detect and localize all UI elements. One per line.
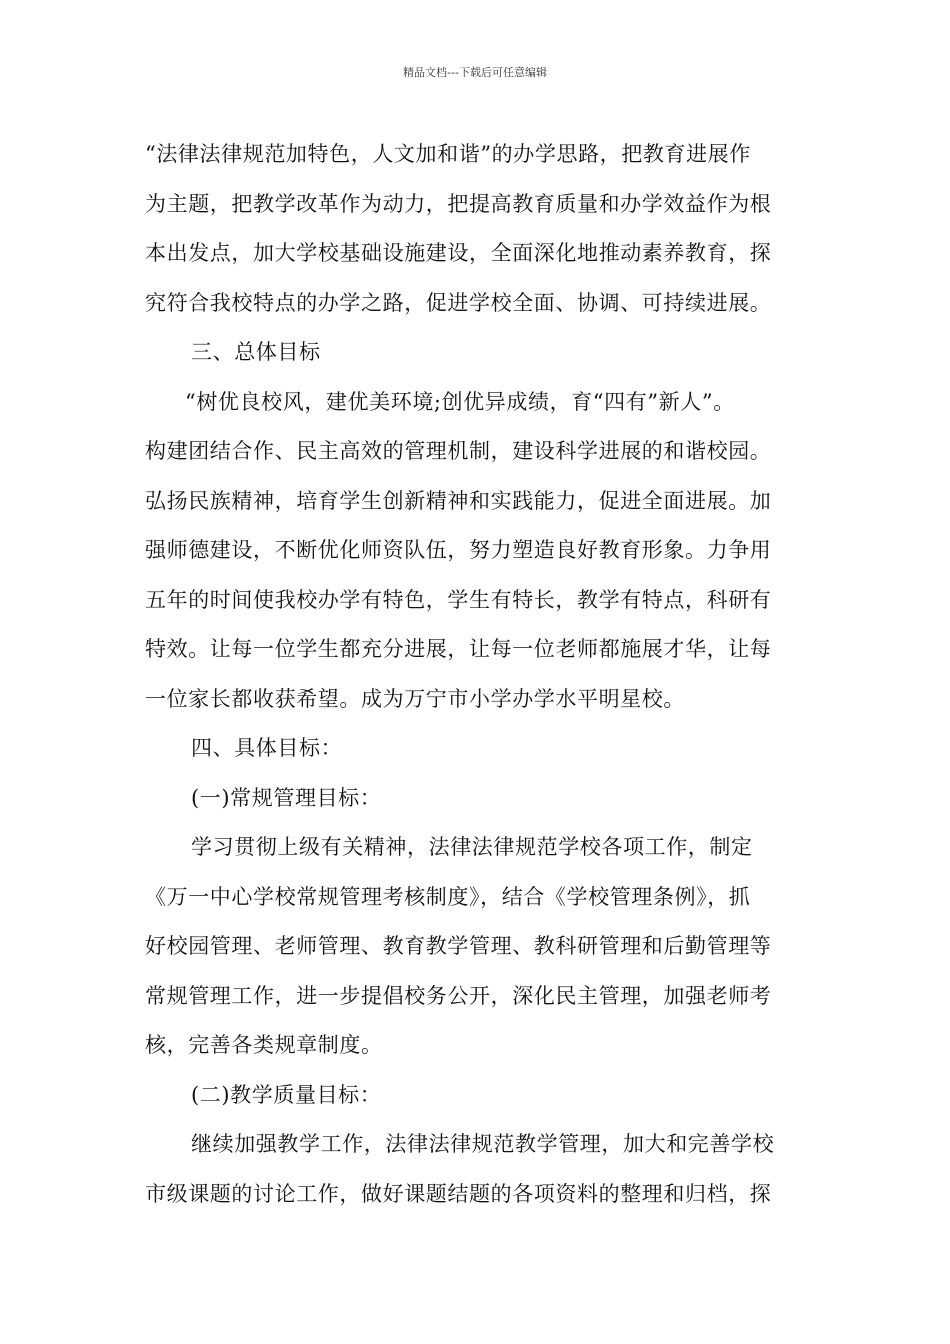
text-line: 本出发点，加大学校基础设施建设，全面深化地推动素养教育，探: [145, 241, 772, 265]
section-heading: 三、总体目标: [191, 340, 321, 364]
text-line: 究符合我校特点的办学之路，促进学校全面、协调、可持续进展。: [145, 290, 772, 315]
document-body: [145, 130, 810, 1219]
page-header: 精品文档---下载后可任意编辑: [403, 66, 547, 79]
section-heading: 四、具体目标：: [191, 736, 343, 760]
text-line: 为主题，把教学改革作为动力，把提高教育质量和办学效益作为根: [145, 191, 772, 216]
text-line: 学习贯彻上级有关精神，法律法律规范学校各项工作，制定: [191, 835, 753, 859]
text-line: 一位家长都收获希望。成为万宁市小学办学水平明星校。: [145, 686, 685, 711]
text-line: 常规管理工作，进一步提倡校务公开，深化民主管理，加强老师考: [145, 983, 772, 1008]
text-line: 弘扬民族精神，培育学生创新精神和实践能力，促进全面进展。加: [145, 488, 772, 513]
subsection-heading: (一)常规管理目标：: [191, 785, 382, 810]
text-line: 核，完善各类规章制度。: [145, 1033, 383, 1057]
text-line: 构建团结合作、民主高效的管理机制，建设科学进展的和谐校园。: [145, 439, 772, 463]
text-line: “树优良校风，建优美环境;创优异成绩，育“四有”新人”。: [185, 389, 735, 414]
text-line: 强师德建设，不断优化师资队伍，努力塑造良好教育形象。力争用: [145, 538, 772, 562]
text-line: 五年的时间使我校办学有特色，学生有特长，教学有特点，科研有: [145, 587, 772, 612]
text-line: 市级课题的讨论工作，做好课题结题的各项资料的整理和归档，探: [145, 1181, 772, 1206]
text-line: 好校园管理、老师管理、教育教学管理、教科研管理和后勤管理等: [145, 934, 772, 958]
text-line: “法律法律规范加特色，人文加和谐”的办学思路，把教育进展作: [145, 142, 751, 166]
text-line: 特效。让每一位学生都充分进展，让每一位老师都施展才华，让每: [145, 637, 772, 661]
subsection-heading: (二)教学质量目标：: [191, 1082, 382, 1107]
text-line: 《万一中心学校常规管理考核制度》，结合《学校管理条例》，抓: [145, 884, 751, 909]
text-line: 继续加强教学工作，法律法律规范教学管理，加大和完善学校: [191, 1132, 775, 1156]
